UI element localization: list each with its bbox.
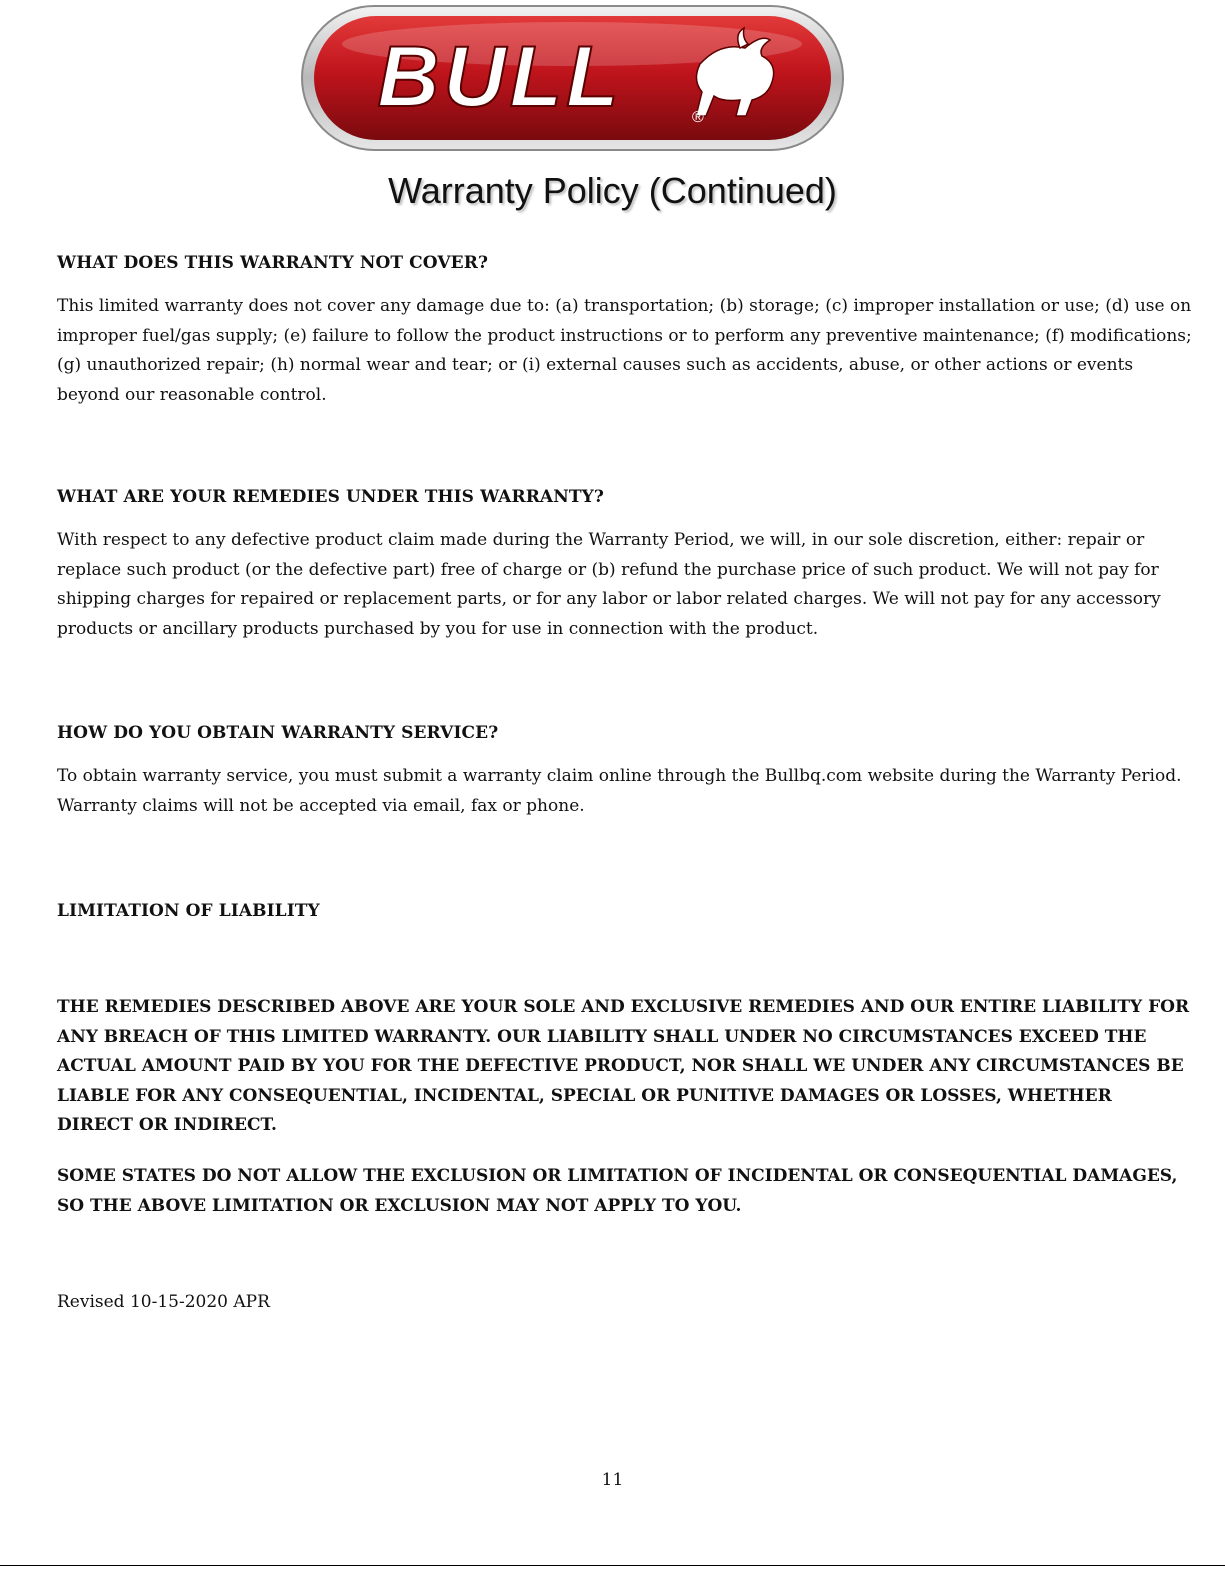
section-heading: WHAT DOES THIS WARRANTY NOT COVER? <box>57 253 489 273</box>
revised-text: Revised 10-15-2020 APR <box>57 1292 270 1312</box>
section-body: This limited warranty does not cover any damage due to: (a) transportation; (b) storage; (c) improper installation or use; (d) use on improper fuel/gas supply; (e) failure to follow the product instructions or to perform any preventive maintenance; (f) modifications; (g) unauthorized repair; (h) normal wear and tear; or (i) external causes such as accidents, abuse, or other actions or events beyond our reasonable control. <box>57 296 1192 405</box>
section-heading: HOW DO YOU OBTAIN WARRANTY SERVICE? <box>57 723 499 743</box>
page-number: 11 <box>601 1470 624 1490</box>
section-body: To obtain warranty service, you must submit a warranty claim online through the Bullbq.com website during the Warranty Period. Warranty claims will not be accepted via email, fax or phone. <box>57 766 1182 816</box>
bull-logo <box>300 4 845 152</box>
section-body: With respect to any defective product claim made during the Warranty Period, we will, in our sole discretion, either: repair or replace such product (or the defective part) free of charge or (b) refund the purchase price of such product. We will not pay for shipping charges for repaired or replacement parts, or for any labor or labor related charges. We will not pay for any accessory products or ancillary products purchased by you for use in connection with the product. <box>57 530 1161 639</box>
liability-paragraph-1 <box>57 993 1192 1141</box>
footer-rule <box>0 1565 1225 1566</box>
section-heading: WHAT ARE YOUR REMEDIES UNDER THIS WARRANTY? <box>57 487 604 507</box>
logo-wordmark: BULL <box>377 29 623 125</box>
liability-paragraph-2 <box>57 1162 1192 1221</box>
liability-text: SOME STATES DO NOT ALLOW THE EXCLUSION OR LIMITATION OF INCIDENTAL OR CONSEQUENTIAL DAMAGES, SO THE ABOVE LIMITATION OR EXCLUSION MAY NOT APPLY TO YOU. <box>57 1166 1178 1216</box>
registered-mark: ® <box>692 109 704 126</box>
section-obtain-service <box>57 718 1192 821</box>
section-heading: LIMITATION OF LIABILITY <box>57 901 320 921</box>
section-limitation-heading <box>57 896 1192 926</box>
section-not-covered <box>57 248 1192 410</box>
liability-text: THE REMEDIES DESCRIBED ABOVE ARE YOUR SOLE AND EXCLUSIVE REMEDIES AND OUR ENTIRE LIABILITY FOR ANY BREACH OF THIS LIMITED WARRANTY. OUR LIABILITY SHALL UNDER NO CIRCUMSTANCES EXCEED THE ACTUAL AMOUNT PAID BY YOU FOR THE DEFECTIVE PRODUCT, NOR SHALL WE UNDER ANY CIRCUMSTANCES BE LIABLE FOR ANY CONSEQUENTIAL, INCIDENTAL, SPECIAL OR PUNITIVE DAMAGES OR LOSSES, WHETHER DIRECT OR INDIRECT. <box>57 997 1190 1135</box>
page-title: Warranty Policy (Continued) <box>388 170 837 211</box>
section-remedies <box>57 482 1192 644</box>
revision-note <box>57 1288 1192 1318</box>
